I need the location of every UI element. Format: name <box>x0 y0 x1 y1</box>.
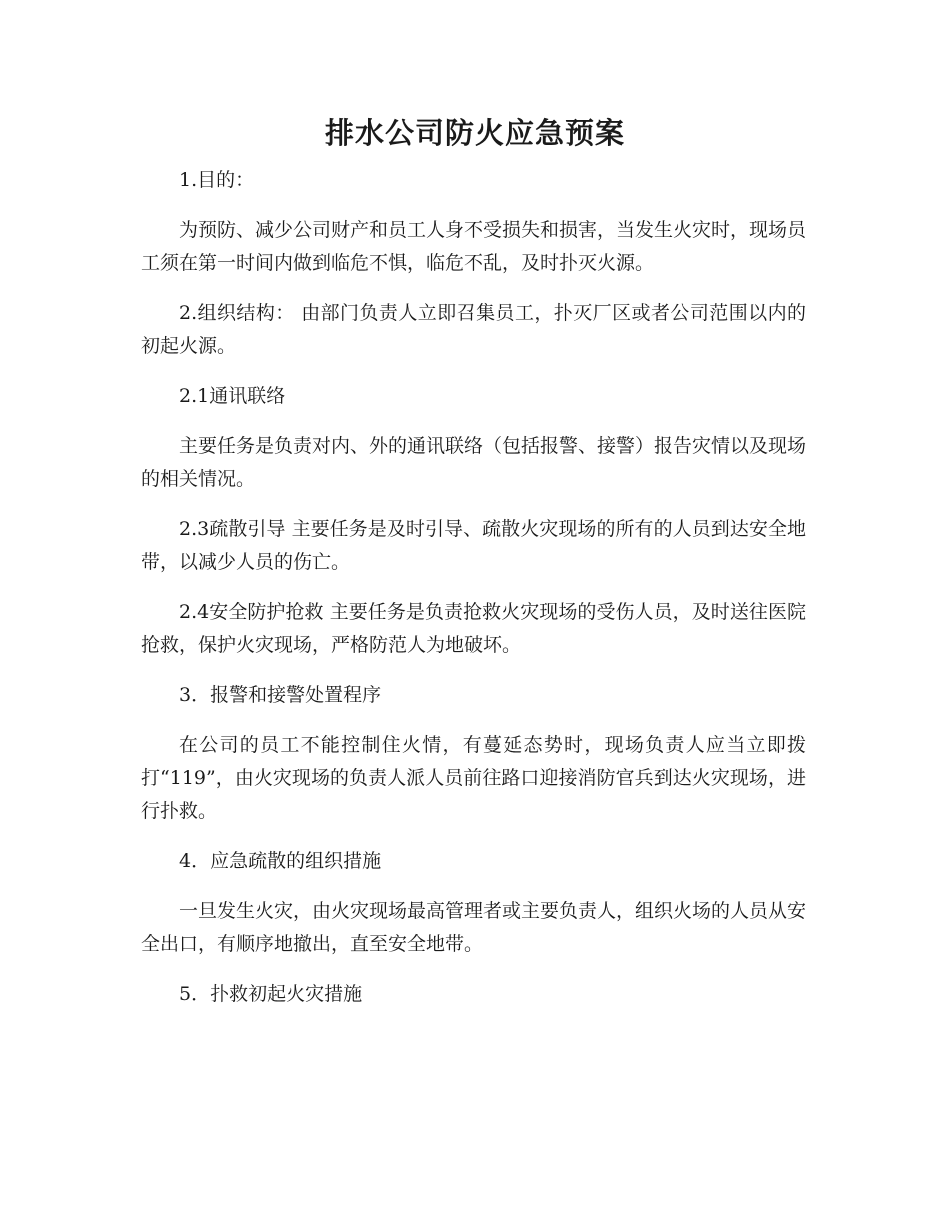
paragraph-purpose: 为预防、减少公司财产和员工人身不受损失和损害，当发生火灾时，现场员工须在第一时间内做到临危不惧，临危不乱，及时扑灭火源。 <box>141 219 807 274</box>
paragraph-evacuation-heading: 4．应急疏散的组织措施 <box>179 850 382 872</box>
paragraph-communication: 主要任务是负责对内、外的通讯联络（包括报警、接警）报告灾情以及现场的相关情况。 <box>141 435 807 490</box>
document-title: 排水公司防火应急预案 <box>324 116 625 150</box>
document-body <box>141 164 806 1028</box>
paragraph-alarm: 在公司的员工不能控制住火情，有蔓延态势时，现场负责人应当立即拨打“119”，由火灾现场的负责人派人员前往路口迎接消防官兵到达火灾现场，进行扑救。 <box>141 734 806 822</box>
paragraph-purpose-heading: 1.目的： <box>179 169 255 191</box>
paragraph-evacuation: 一旦发生火灾，由火灾现场最高管理者或主要负责人，组织火场的人员从安全出口，有顺序地撤出，直至安全地带。 <box>141 900 807 955</box>
paragraph-communication-heading: 2.1通讯联络 <box>179 385 286 407</box>
paragraph-safety-rescue: 2.4安全防护抢救 主要任务是负责抢救火灾现场的受伤人员，及时送往医院抢救，保护火灾现场，严格防范人为地破坏。 <box>141 601 806 656</box>
paragraph-evacuation-guide: 2.3疏散引导 主要任务是及时引导、疏散火灾现场的所有的人员到达安全地带，以减少人员的伤亡。 <box>141 518 806 573</box>
paragraph-organization: 2.组织结构： 由部门负责人立即召集员工，扑灭厂区或者公司范围以内的初起火源。 <box>141 302 806 357</box>
paragraph-alarm-heading: 3．报警和接警处置程序 <box>179 684 382 706</box>
paragraph-firefighting-heading: 5．扑救初起火灾措施 <box>179 983 363 1005</box>
